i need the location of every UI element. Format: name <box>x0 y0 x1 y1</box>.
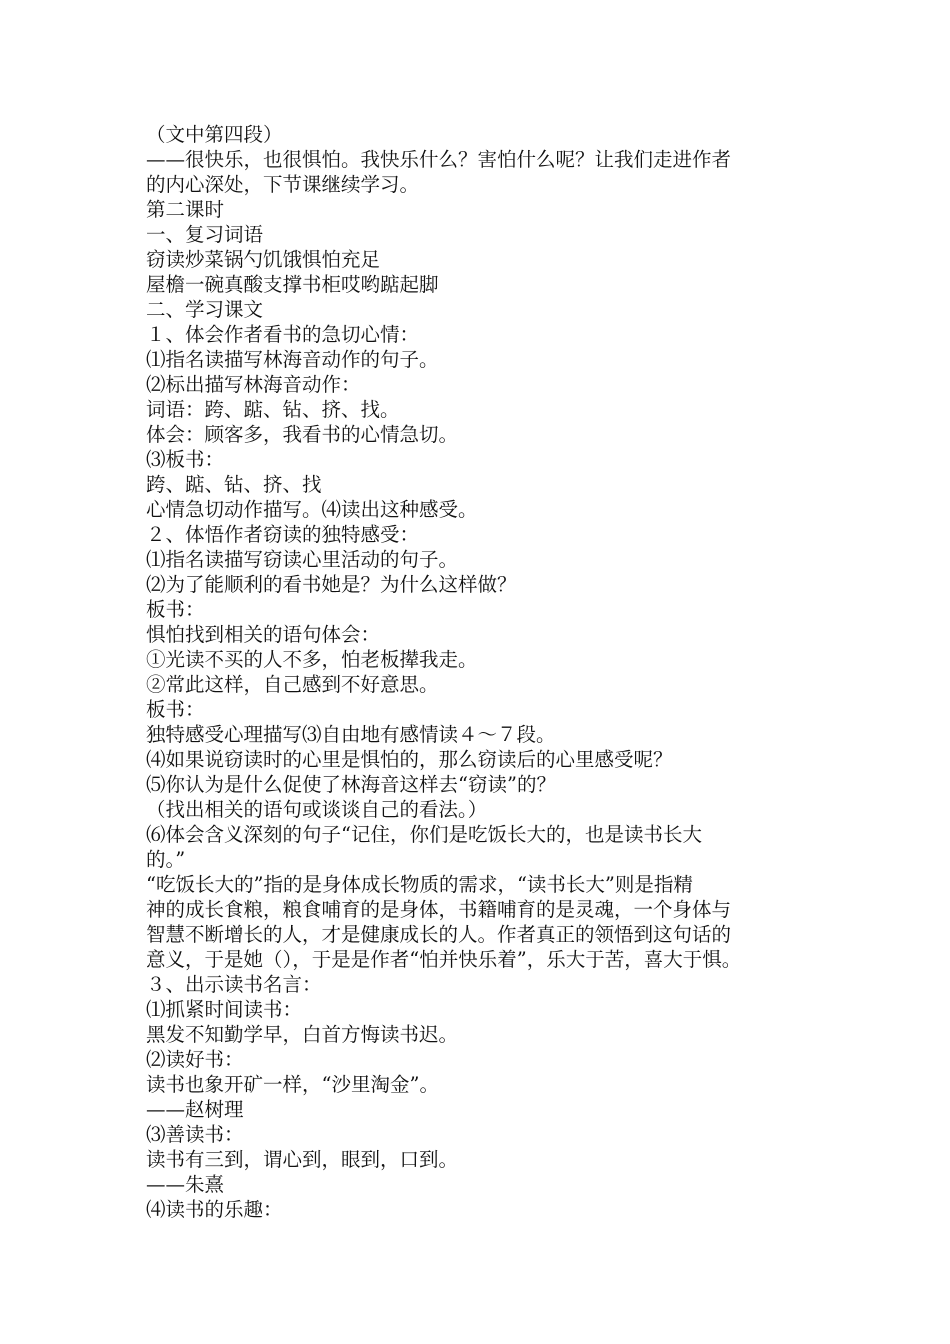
text-line: ⑷读书的乐趣： <box>146 1198 283 1221</box>
text-line: ２、体悟作者窃读的独特感受： <box>146 523 420 546</box>
text-line: ⑶板书： <box>146 448 225 471</box>
text-line: ①光读不买的人不多，怕老板撵我走。 <box>146 648 478 671</box>
section-heading: 一、复习词语 <box>146 223 264 246</box>
text-line: ⑷如果说窃读时的心里是惧怕的，那么窃读后的心里感受呢？ <box>146 748 673 771</box>
text-line: ⑵读好书： <box>146 1048 244 1071</box>
text-line: ②常此这样，自己感到不好意思。 <box>146 673 439 696</box>
text-line: “吃饭长大的”指的是身体成长物质的需求，“读书长大”则是指精 <box>146 873 693 896</box>
text-line: 体会：顾客多，我看书的心情急切。 <box>146 423 459 446</box>
section-heading: 二、学习课文 <box>146 298 264 321</box>
text-line: 的。” <box>146 848 186 871</box>
text-line: ⑴指名读描写林海音动作的句子。 <box>146 348 439 371</box>
text-line: ⑵标出描写林海音动作： <box>146 373 361 396</box>
text-line: 独特感受心理描写⑶自由地有感情读４～７段。 <box>146 723 556 746</box>
quote-attribution: ——赵树理 <box>146 1098 244 1121</box>
text-line: 黑发不知勤学早，白首方悔读书迟。 <box>146 1023 459 1046</box>
text-line: 心情急切动作描写。⑷读出这种感受。 <box>146 498 478 521</box>
text-line: 惧怕找到相关的语句体会： <box>146 623 381 646</box>
text-line: 板书： <box>146 598 205 621</box>
text-line: 窃读炒菜锅勺饥饿惧怕充足 <box>146 248 381 271</box>
text-line: ⑵为了能顺利的看书她是？为什么这样做？ <box>146 573 517 596</box>
text-line: （找出相关的语句或谈谈自己的看法。） <box>146 798 488 821</box>
quote-attribution: ——朱熹 <box>146 1173 225 1196</box>
text-line: ⑴指名读描写窃读心里活动的句子。 <box>146 548 459 571</box>
text-line: 板书： <box>146 698 205 721</box>
text-line: 跨、踮、钻、挤、找 <box>146 473 322 496</box>
document-page <box>146 122 816 1222</box>
text-line: ⑸你认为是什么促使了林海音这样去“窃读”的？ <box>146 773 556 796</box>
text-line: ——很快乐，也很惧怕。我快乐什么？害怕什么呢？让我们走进作者 <box>146 148 732 171</box>
text-line: 的内心深处，下节课继续学习。 <box>146 173 420 196</box>
text-line: 意义，于是她（），于是是作者“怕并快乐着”，乐大于苦，喜大于惧。 <box>146 948 742 971</box>
text-line: 神的成长食粮，粮食哺育的是身体，书籍哺育的是灵魂，一个身体与 <box>146 898 732 921</box>
text-line: 读书也象开矿一样，“沙里淘金”。 <box>146 1073 439 1096</box>
text-line: ⑴抓紧时间读书： <box>146 998 303 1021</box>
text-line: ⑶善读书： <box>146 1123 244 1146</box>
text-line: （文中第四段） <box>146 123 283 146</box>
text-line: １、体会作者看书的急切心情： <box>146 323 420 346</box>
text-line: 读书有三到，谓心到，眼到，口到。 <box>146 1148 459 1171</box>
text-line: 词语：跨、踮、钻、挤、找。 <box>146 398 400 421</box>
text-line: 智慧不断增长的人，才是健康成长的人。作者真正的领悟到这句话的 <box>146 923 732 946</box>
section-heading: 第二课时 <box>146 198 225 221</box>
text-line: ⑹体会含义深刻的句子“记住，你们是吃饭长大的，也是读书长大 <box>146 823 702 846</box>
text-line: 屋檐一碗真酸支撑书柜哎哟踮起脚 <box>146 273 439 296</box>
text-line: ３、出示读书名言： <box>146 973 322 996</box>
